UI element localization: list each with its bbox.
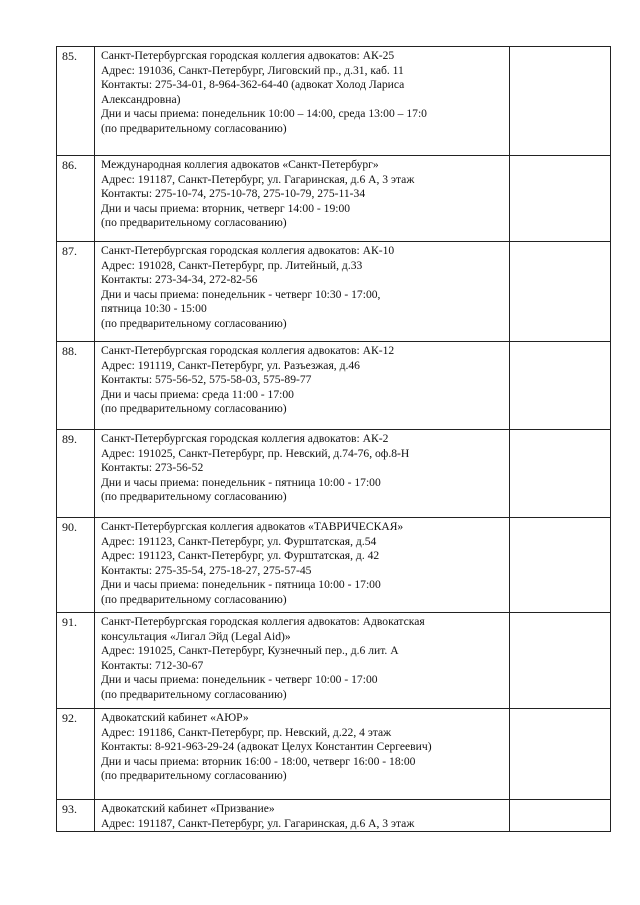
- notes-cell: [510, 242, 611, 342]
- entry-line: (по предварительному согласованию): [101, 687, 287, 701]
- entry-line: (по предварительному согласованию): [101, 216, 287, 230]
- notes-cell: [510, 156, 611, 242]
- entry-number: 90.: [57, 518, 95, 613]
- notes-cell: [510, 800, 611, 832]
- entry-number: 87.: [57, 242, 95, 342]
- entry-line: Санкт-Петербургская городская коллегия адвокатов: Адвокатская: [101, 615, 425, 628]
- entry-line: (по предварительному согласованию): [101, 121, 287, 135]
- entry-line: Дни и часы приема: вторник 16:00 - 18:00, четверг 16:00 - 18:00: [101, 754, 416, 768]
- table-row: [57, 709, 611, 800]
- table-row: [57, 518, 611, 613]
- table-row: [57, 342, 611, 430]
- table-row: [57, 47, 611, 156]
- entry-line: Адрес: 191186, Санкт-Петербург, пр. Невский, д.22, 4 этаж: [101, 725, 392, 739]
- entry-line: (по предварительному согласованию): [101, 769, 287, 783]
- entry-number: 89.: [57, 430, 95, 518]
- entry-line: Санкт-Петербургская коллегия адвокатов «ТАВРИЧЕСКАЯ»: [101, 520, 404, 533]
- entry-details: [95, 430, 510, 518]
- entry-details: [95, 709, 510, 800]
- entry-line: Дни и часы приема: понедельник - пятница 10:00 - 17:00: [101, 475, 381, 489]
- entry-line: Дни и часы приема: понедельник 10:00 – 14:00, среда 13:00 – 17:0: [101, 107, 427, 121]
- entry-line: Санкт-Петербургская городская коллегия адвокатов: АК-10: [101, 244, 395, 257]
- entry-number: 92.: [57, 709, 95, 800]
- entry-line: (по предварительному согласованию): [101, 592, 287, 606]
- entry-line: Контакты: 275-34-01, 8-964-362-64-40 (адвокат Холод Лариса: [101, 78, 405, 92]
- entry-line: Адрес: 191025, Санкт-Петербург, Кузнечный пер., д.6 лит. А: [101, 644, 399, 658]
- entry-line: Александровна): [101, 92, 181, 106]
- entry-line: Дни и часы приема: понедельник - четверг 10:30 - 17:00,: [101, 287, 381, 301]
- table-row: [57, 430, 611, 518]
- entry-line: Международная коллегия адвокатов «Санкт-Петербург»: [101, 158, 379, 171]
- entry-line: (по предварительному согласованию): [101, 490, 287, 504]
- entry-line: Контакты: 275-10-74, 275-10-78, 275-10-79, 275-11-34: [101, 187, 366, 201]
- table-row: [57, 156, 611, 242]
- entry-line: Санкт-Петербургская городская коллегия адвокатов: АК-2: [101, 432, 389, 445]
- entry-line: Контакты: 712-30-67: [101, 658, 204, 672]
- entry-line: пятница 10:30 - 15:00: [101, 302, 207, 316]
- entry-line: Адрес: 191036, Санкт-Петербург, Лиговский пр., д.31, каб. 11: [101, 63, 404, 77]
- entry-line: Адвокатский кабинет «Призвание»: [101, 802, 275, 815]
- entry-line: Адрес: 191025, Санкт-Петербург, пр. Невский, д.74-76, оф.8-Н: [101, 446, 410, 460]
- entry-line: Адвокатский кабинет «АЮР»: [101, 711, 249, 724]
- entry-number: 85.: [57, 47, 95, 156]
- entry-line: (по предварительному согласованию): [101, 316, 287, 330]
- registry-rows: [57, 47, 611, 832]
- entry-number: 91.: [57, 613, 95, 709]
- entry-details: [95, 242, 510, 342]
- notes-cell: [510, 709, 611, 800]
- notes-cell: [510, 430, 611, 518]
- entry-details: [95, 156, 510, 242]
- entry-line: Дни и часы приема: понедельник - четверг 10:00 - 17:00: [101, 673, 378, 687]
- notes-cell: [510, 47, 611, 156]
- entry-line: Контакты: 273-56-52: [101, 461, 204, 475]
- entry-line: консультация «Лигал Эйд (Legal Aid)»: [101, 629, 291, 643]
- entry-line: Адрес: 191187, Санкт-Петербург, ул. Гагаринская, д.6 А, 3 этаж: [101, 172, 415, 186]
- entry-line: Адрес: 191123, Санкт-Петербург, ул. Фурштатская, д. 42: [101, 549, 380, 563]
- entry-details: [95, 47, 510, 156]
- entry-line: Дни и часы приема: понедельник - пятница 10:00 - 17:00: [101, 578, 381, 592]
- entry-line: Адрес: 191187, Санкт-Петербург, ул. Гагаринская, д.6 А, 3 этаж: [101, 816, 415, 830]
- entry-line: (по предварительному согласованию): [101, 402, 287, 416]
- entry-line: Контакты: 8-921-963-29-24 (адвокат Целух Константин Сергеевич): [101, 740, 432, 754]
- entry-line: Контакты: 273-34-34, 272-82-56: [101, 273, 258, 287]
- entry-details: [95, 613, 510, 709]
- table-row: [57, 242, 611, 342]
- entry-line: Дни и часы приема: вторник, четверг 14:00 - 19:00: [101, 201, 351, 215]
- entry-number: 86.: [57, 156, 95, 242]
- entry-line: Контакты: 275-35-54, 275-18-27, 275-57-45: [101, 563, 312, 577]
- entry-number: 88.: [57, 342, 95, 430]
- table-row: [57, 800, 611, 832]
- entry-line: Адрес: 191119, Санкт-Петербург, ул. Разъезжая, д.46: [101, 358, 360, 372]
- notes-cell: [510, 518, 611, 613]
- lawyers-registry-table: [56, 46, 611, 832]
- entry-details: [95, 518, 510, 613]
- entry-details: [95, 800, 510, 832]
- notes-cell: [510, 342, 611, 430]
- entry-line: Адрес: 191123, Санкт-Петербург, ул. Фурштатская, д.54: [101, 534, 377, 548]
- entry-line: Контакты: 575-56-52, 575-58-03, 575-89-77: [101, 373, 312, 387]
- table-row: [57, 613, 611, 709]
- entry-number: 93.: [57, 800, 95, 832]
- entry-line: Санкт-Петербургская городская коллегия адвокатов: АК-12: [101, 344, 395, 357]
- entry-line: Санкт-Петербургская городская коллегия адвокатов: АК-25: [101, 49, 395, 62]
- entry-line: Адрес: 191028, Санкт-Петербург, пр. Литейный, д.33: [101, 258, 363, 272]
- notes-cell: [510, 613, 611, 709]
- entry-details: [95, 342, 510, 430]
- entry-line: Дни и часы приема: среда 11:00 - 17:00: [101, 387, 294, 401]
